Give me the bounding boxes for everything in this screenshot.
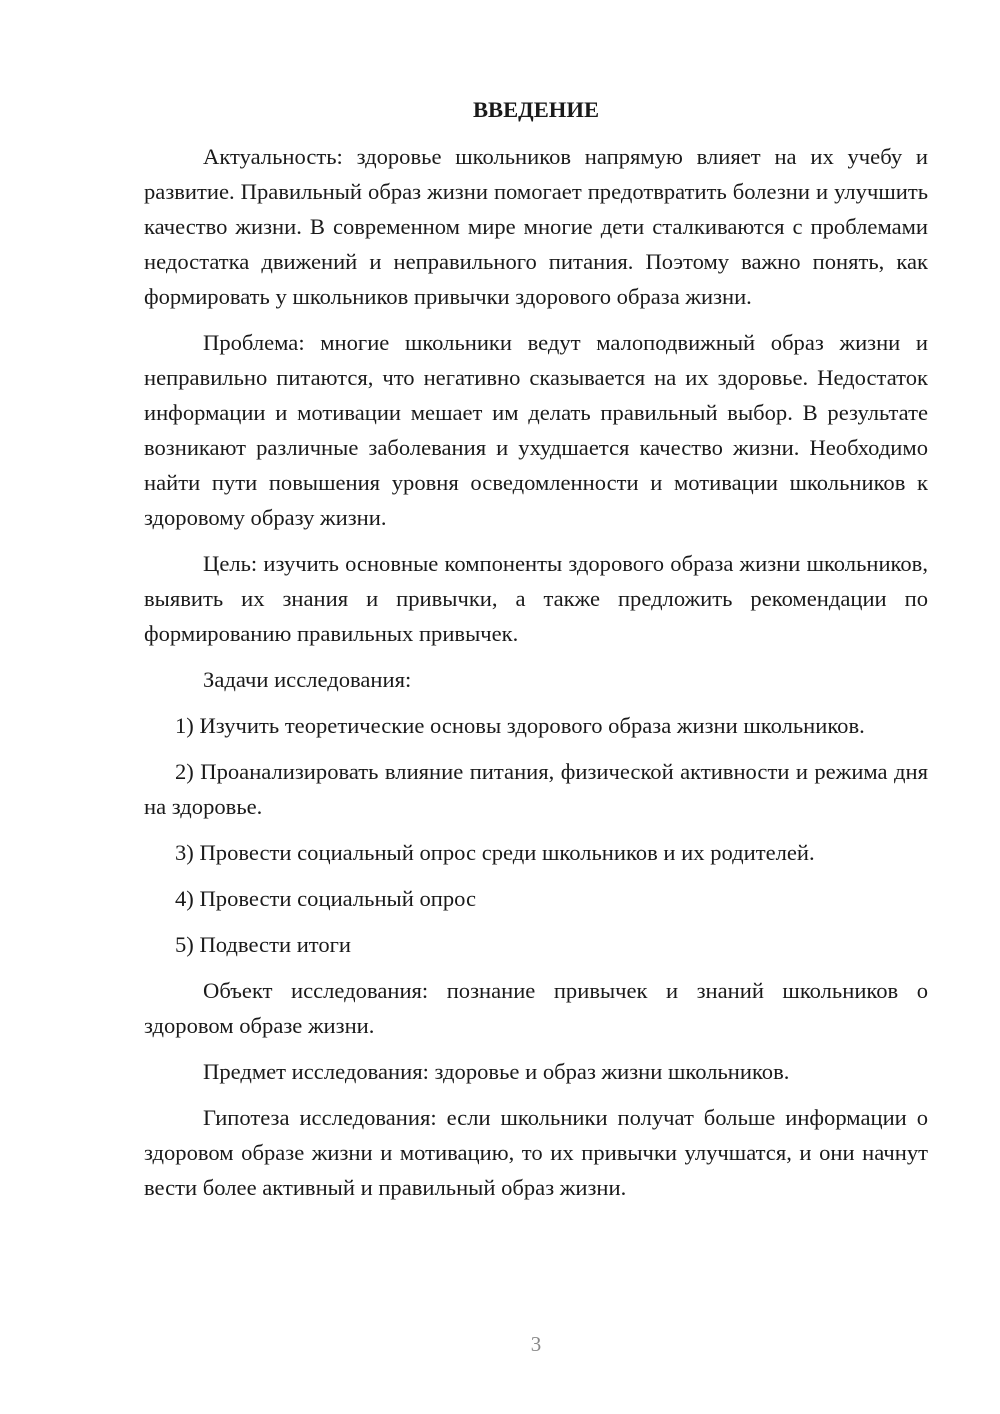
page-content xyxy=(144,92,928,1216)
paragraph-goal: Цель: изучить основные компоненты здорового образа жизни школьников, выявить их знания и привычки, а также предложить рекомендации по формированию правильных привычек. xyxy=(144,551,928,646)
page-number: 3 xyxy=(530,1332,542,1356)
paragraph-tasks-title: Задачи исследования: xyxy=(203,667,412,692)
paragraph-subject: Предмет исследования: здоровье и образ жизни школьников. xyxy=(203,1059,790,1084)
list-item: 1) Изучить теоретические основы здорового образа жизни школьников. xyxy=(175,713,865,738)
list-item: 3) Провести социальный опрос среди школьников и их родителей. xyxy=(175,840,815,865)
paragraph-relevance: Актуальность: здоровье школьников напрямую влияет на их учебу и развитие. Правильный образ жизни помогает предотвратить болезни и улучшить качество жизни. В современном мире многие дети сталкиваются с проблемами недостатка движений и неправильного питания. Поэтому важно понять, как формировать у школьников привычки здорового образа жизни. xyxy=(144,144,928,309)
list-item: 2) Проанализировать влияние питания, физической активности и режима дня на здоровье. xyxy=(144,759,928,819)
list-item: 5) Подвести итоги xyxy=(175,932,352,957)
section-heading: ВВЕДЕНИЕ xyxy=(472,97,600,122)
paragraph-object: Объект исследования: познание привычек и знаний школьников о здоровом образе жизни. xyxy=(144,978,928,1038)
tasks-list xyxy=(144,708,928,962)
list-item: 4) Провести социальный опрос xyxy=(175,886,477,911)
paragraph-hypothesis: Гипотеза исследования: если школьники получат больше информации о здоровом образе жизни и мотивацию, то их привычки улучшатся, и они начнут вести более активный и правильный образ жизни. xyxy=(144,1105,928,1200)
paragraph-problem: Проблема: многие школьники ведут малоподвижный образ жизни и неправильно питаются, что негативно сказывается на их здоровье. Недостаток информации и мотивации мешает им делать правильный выбор. В результате возникают различные заболевания и ухудшается качество жизни. Необходимо найти пути повышения уровня осведомленности и мотивации школьников к здоровому образу жизни. xyxy=(144,330,928,530)
